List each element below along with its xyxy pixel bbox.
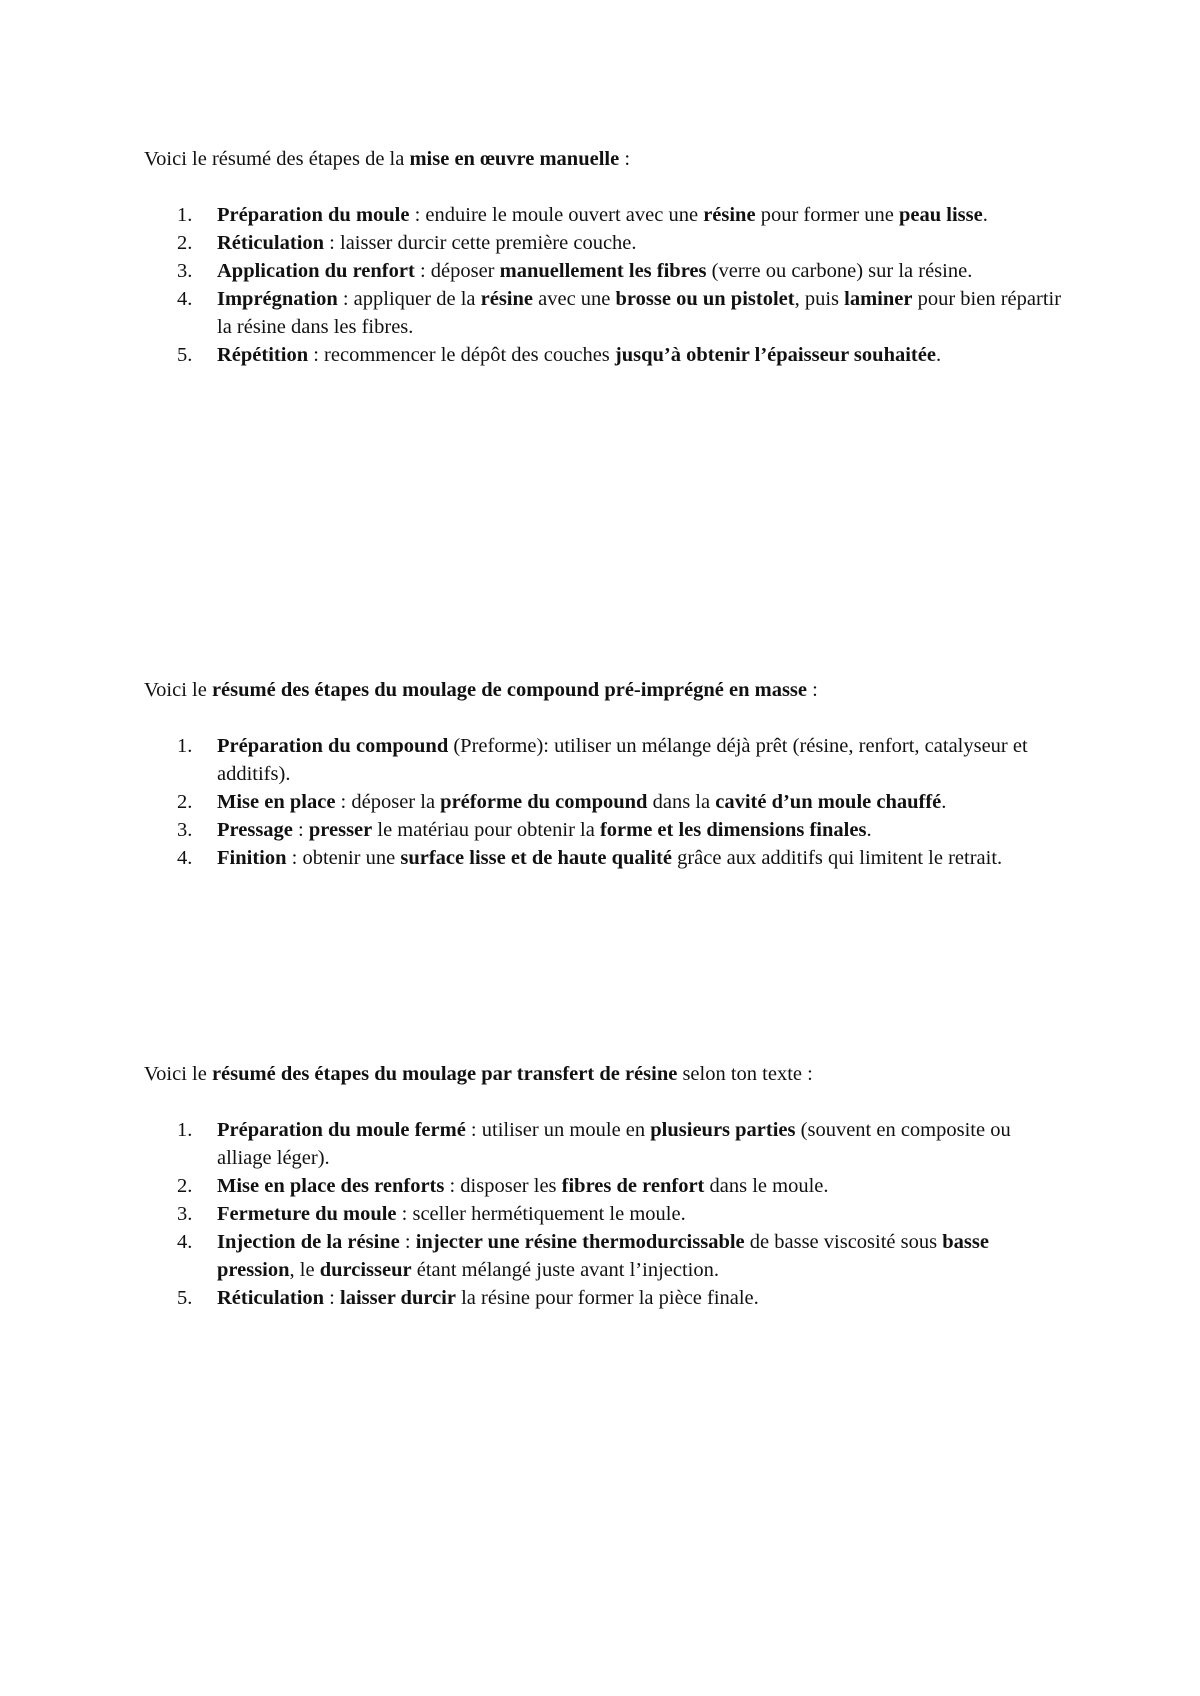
bold-text: résumé des étapes du moulage de compound pré-imprégné en masse xyxy=(211,679,807,701)
bold-text: résine xyxy=(703,204,756,226)
text-run: . xyxy=(941,791,947,813)
list-number: 2. xyxy=(177,232,193,254)
bold-text: résumé des étapes du moulage par transfert de résine xyxy=(211,1063,678,1085)
text-run: (Preforme): utiliser un mélange déjà prêt (résine, renfort, catalyseur et additifs). xyxy=(217,735,1028,785)
list-number: 2. xyxy=(177,791,193,813)
bold-text: brosse ou un pistolet xyxy=(615,288,795,310)
bold-text: Mise en place des renforts xyxy=(217,1175,445,1197)
steps-list xyxy=(144,1116,1064,1312)
text-run: Voici le xyxy=(144,679,212,701)
list-item xyxy=(144,1200,1064,1228)
bold-text: Préparation du moule fermé xyxy=(217,1119,466,1141)
bold-text: Finition xyxy=(217,847,287,869)
text-run: . xyxy=(935,344,942,366)
list-number: 1. xyxy=(177,204,193,226)
bold-text: Imprégnation xyxy=(217,288,338,310)
text-run: grâce aux additifs qui limitent le retrait. xyxy=(671,847,1003,869)
text-run: . xyxy=(866,819,872,841)
text-run: Voici le xyxy=(144,1063,212,1085)
list-number: 4. xyxy=(177,847,193,869)
bold-text: plusieurs parties xyxy=(650,1119,796,1141)
text-run: : xyxy=(399,1231,416,1253)
text-run: : enduire le moule ouvert avec une xyxy=(409,204,704,226)
bold-text: Fermeture du moule xyxy=(217,1203,397,1225)
bold-text: manuellement les fibres xyxy=(499,260,707,282)
list-item xyxy=(144,285,1064,341)
list-number: 5. xyxy=(177,344,193,366)
bold-text: durcisseur xyxy=(319,1259,412,1281)
bold-text: presser xyxy=(308,819,373,841)
list-item xyxy=(144,229,1064,257)
text-run: selon ton texte : xyxy=(677,1063,813,1085)
section-intro xyxy=(144,1060,1064,1088)
text-run: : xyxy=(619,148,631,170)
text-run: la résine pour former la pièce finale. xyxy=(455,1287,759,1309)
bold-text: Injection de la résine xyxy=(217,1231,400,1253)
bold-text: laminer xyxy=(844,288,913,310)
bold-text: Application du renfort xyxy=(217,260,415,282)
list-item xyxy=(144,1116,1064,1172)
list-number: 5. xyxy=(177,1287,193,1309)
list-item xyxy=(144,341,1064,369)
list-number: 3. xyxy=(177,1203,193,1225)
text-run: le matériau pour obtenir la xyxy=(372,819,600,841)
list-item xyxy=(144,844,1064,872)
list-item xyxy=(144,1284,1064,1312)
text-run: : déposer xyxy=(414,260,500,282)
section-rtm-molding xyxy=(144,1060,1064,1312)
bold-text: fibres de renfort xyxy=(561,1175,705,1197)
text-run: : recommencer le dépôt des couches xyxy=(308,344,615,366)
text-run: dans la xyxy=(647,791,716,813)
text-run: , le xyxy=(289,1259,320,1281)
text-run: (souvent en composite ou alliage léger). xyxy=(217,1119,1011,1169)
section-manual-layup xyxy=(144,145,1064,369)
text-run: : xyxy=(324,1287,340,1309)
text-run: avec une xyxy=(533,288,616,310)
bold-text: Réticulation xyxy=(217,232,325,254)
text-run: pour former une xyxy=(755,204,900,226)
section-intro xyxy=(144,145,1064,173)
list-item xyxy=(144,257,1064,285)
bold-text: Pressage xyxy=(217,819,293,841)
bold-text: Préparation du compound xyxy=(217,735,449,757)
text-run: : disposer les xyxy=(444,1175,562,1197)
section-intro xyxy=(144,676,1064,704)
list-item xyxy=(144,201,1064,229)
bold-text: Réticulation xyxy=(217,1287,325,1309)
text-run: de basse viscosité sous xyxy=(744,1231,943,1253)
list-number: 3. xyxy=(177,260,193,282)
bold-text: Répétition xyxy=(217,344,309,366)
text-run: : obtenir une xyxy=(286,847,401,869)
text-run: Voici le résumé des étapes de la xyxy=(144,148,410,170)
text-run: (verre ou carbone) sur la résine. xyxy=(706,260,973,282)
list-item xyxy=(144,1228,1064,1284)
steps-list xyxy=(144,732,1064,872)
list-item xyxy=(144,732,1064,788)
bold-text: laisser durcir xyxy=(340,1287,456,1309)
text-run: : laisser durcir cette première couche. xyxy=(324,232,637,254)
text-run: dans le moule. xyxy=(704,1175,829,1197)
bold-text: jusqu’à obtenir l’épaisseur souhaitée xyxy=(614,344,936,366)
bold-text: Préparation du moule xyxy=(217,204,410,226)
list-number: 2. xyxy=(177,1175,193,1197)
bold-text: forme et les dimensions finales xyxy=(599,819,867,841)
bold-text: Mise en place xyxy=(217,791,336,813)
bold-text: cavité d’un moule chauffé xyxy=(715,791,942,813)
text-run: pour bien répartir la résine dans les fibres. xyxy=(217,288,1062,338)
bold-text: surface lisse et de haute qualité xyxy=(400,847,672,869)
bold-text: mise en œuvre manuelle xyxy=(409,148,620,170)
text-run: : sceller hermétiquement le moule. xyxy=(396,1203,686,1225)
list-number: 3. xyxy=(177,819,193,841)
list-number: 4. xyxy=(177,288,193,310)
text-run: . xyxy=(982,204,988,226)
bold-text: résine xyxy=(480,288,533,310)
list-number: 1. xyxy=(177,735,193,757)
bold-text: basse pression xyxy=(217,1231,989,1281)
list-number: 4. xyxy=(177,1231,193,1253)
bold-text: injecter une résine thermodurcissable xyxy=(415,1231,745,1253)
text-run: étant mélangé juste avant l’injection. xyxy=(411,1259,719,1281)
list-number: 1. xyxy=(177,1119,193,1141)
text-run: : déposer la xyxy=(335,791,441,813)
text-run: : appliquer de la xyxy=(337,288,481,310)
steps-list xyxy=(144,201,1064,369)
list-item xyxy=(144,1172,1064,1200)
text-run: : xyxy=(292,819,309,841)
text-run: , puis xyxy=(794,288,845,310)
bold-text: peau lisse xyxy=(899,204,983,226)
text-run: : utiliser un moule en xyxy=(465,1119,651,1141)
text-run: : xyxy=(807,679,818,701)
list-item xyxy=(144,816,1064,844)
bold-text: préforme du compound xyxy=(440,791,648,813)
section-bmc-molding xyxy=(144,676,1064,872)
list-item xyxy=(144,788,1064,816)
